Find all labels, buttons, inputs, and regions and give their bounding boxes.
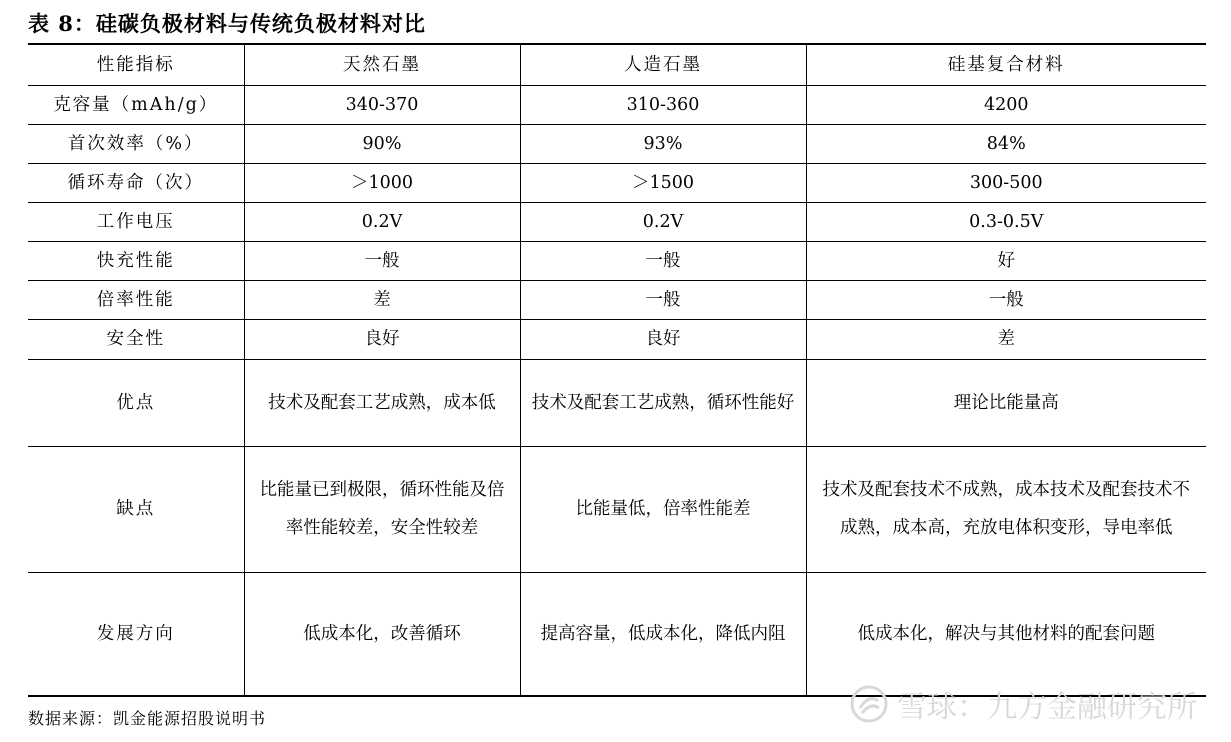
table-row xyxy=(28,163,1206,202)
watermark xyxy=(849,682,1197,726)
table-cell: ＞1000 xyxy=(244,163,520,202)
table-cell: 0.2V xyxy=(520,202,806,241)
table-cell: 310-360 xyxy=(520,85,806,124)
table-cell: 好 xyxy=(806,241,1206,280)
table-cell: 340-370 xyxy=(244,85,520,124)
table-title: 表 8：硅碳负极材料与传统负极材料对比 xyxy=(28,11,426,36)
table-cell: 理论比能量高 xyxy=(806,359,1206,446)
table-cell: 0.2V xyxy=(244,202,520,241)
row-label: 缺点 xyxy=(116,499,156,519)
row-label: 克容量（mAh/g） xyxy=(53,94,219,115)
table-cell: 84% xyxy=(806,124,1206,163)
table-cell: 一般 xyxy=(520,241,806,280)
table-row xyxy=(28,572,1206,696)
table-cell: 低成本化，解决与其他材料的配套问题 xyxy=(806,572,1206,696)
table-cell: 技术及配套工艺成熟，成本低 xyxy=(244,359,520,446)
table-row xyxy=(28,85,1206,124)
table-cell: 良好 xyxy=(520,319,806,359)
table-cell: 提高容量，低成本化，降低内阻 xyxy=(520,572,806,696)
table-cell: 一般 xyxy=(244,241,520,280)
table-row xyxy=(28,359,1206,446)
row-label: 倍率性能 xyxy=(96,289,175,310)
table-row xyxy=(28,124,1206,163)
table-cell: ＞1500 xyxy=(520,163,806,202)
table-cell: 差 xyxy=(806,319,1206,359)
watermark-text: 雪球：九方金融研究所 xyxy=(897,690,1197,725)
row-label: 发展方向 xyxy=(96,623,175,644)
table-cell: 良好 xyxy=(244,319,520,359)
header-cell: 性能指标 xyxy=(96,54,175,75)
table-cell: 差 xyxy=(244,280,520,319)
table-cell: 4200 xyxy=(806,85,1206,124)
header-cell: 人造石墨 xyxy=(520,45,806,85)
table-cell: 技术及配套技术不成熟，成本技术及配套技术不成熟，成本高，充放电体积变形，导电率低 xyxy=(806,446,1206,572)
table-cell: 一般 xyxy=(520,280,806,319)
snowball-logo-icon xyxy=(849,684,889,724)
header-row xyxy=(28,45,1206,85)
table-row xyxy=(28,319,1206,359)
source-note: 数据来源：凯金能源招股说明书 xyxy=(28,709,267,728)
row-label: 首次效率（%） xyxy=(67,133,204,154)
table-cell: 300-500 xyxy=(806,163,1206,202)
comparison-table xyxy=(28,45,1206,697)
header-cell: 硅基复合材料 xyxy=(806,45,1206,85)
header-cell: 天然石墨 xyxy=(244,45,520,85)
row-label: 优点 xyxy=(116,392,156,413)
row-label: 快充性能 xyxy=(96,250,175,271)
table-cell: 比能量低，倍率性能差 xyxy=(520,446,806,572)
table-cell: 90% xyxy=(244,124,520,163)
table-row xyxy=(28,202,1206,241)
table-row xyxy=(28,280,1206,319)
table-row xyxy=(28,241,1206,280)
row-label: 安全性 xyxy=(106,329,165,349)
table-cell: 93% xyxy=(520,124,806,163)
table-cell: 比能量已到极限，循环性能及倍率性能较差，安全性较差 xyxy=(244,446,520,572)
table-cell: 0.3-0.5V xyxy=(806,202,1206,241)
row-label: 工作电压 xyxy=(96,211,175,232)
table-cell: 一般 xyxy=(806,280,1206,319)
table-cell: 低成本化，改善循环 xyxy=(244,572,520,696)
table-row xyxy=(28,446,1206,572)
table-cell: 技术及配套工艺成熟，循环性能好 xyxy=(520,359,806,446)
row-label: 循环寿命（次） xyxy=(67,172,204,193)
